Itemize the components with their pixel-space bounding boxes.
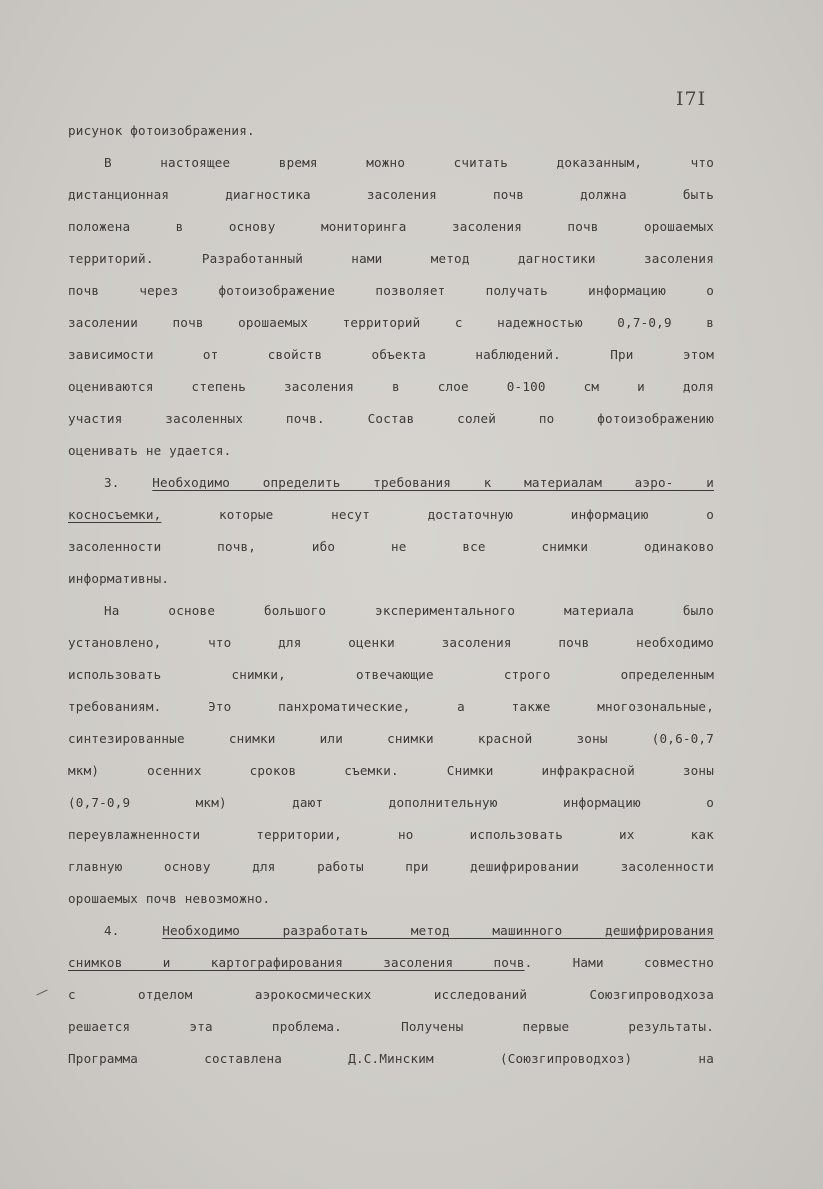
- page-number: I7I: [676, 88, 707, 110]
- text-line: орошаемых почв невозможно.: [68, 891, 271, 906]
- text-line: косносъемки, которые несут достаточную информацию о: [68, 507, 714, 522]
- text-line: решается эта проблема. Получены первые результаты.: [68, 1019, 714, 1034]
- text-line: требованиям. Это панхроматические, а также многозональные,: [68, 699, 714, 714]
- text-line: зависимости от свойств объекта наблюдений. При этом: [68, 347, 714, 362]
- underlined-word: косносъемки,: [68, 507, 162, 522]
- text-line: почв через фотоизображение позволяет получать информацию о: [68, 283, 714, 298]
- text-line: (0,7-0,9 мкм) дают дополнительную информацию о: [68, 795, 714, 810]
- text-line: использовать снимки, отвечающие строго определенным: [68, 667, 714, 682]
- text-line: положена в основу мониторинга засоления почв орошаемых: [68, 219, 714, 234]
- text-line: участия засоленных почв. Состав солей по фотоизображению: [68, 411, 714, 426]
- text-line: главную основу для работы при дешифрировании засоленности: [68, 859, 714, 874]
- item-4-heading: [104, 920, 714, 942]
- text-line: дистанционная диагностика засоления почв должна быть: [68, 187, 714, 202]
- text-line: снимков и картографирования засоления почв. Нами совместно: [68, 955, 714, 970]
- text-line: В настоящее время можно считать доказанным, что: [104, 155, 714, 170]
- item-3-heading: [104, 472, 714, 494]
- text-line: засоленности почв, ибо не все снимки одинаково: [68, 539, 714, 554]
- text-line: мкм) осенних сроков съемки. Снимки инфракрасной зоны: [68, 763, 714, 778]
- text-line: На основе большого экспериментального материала было: [104, 603, 714, 618]
- margin-pencil-mark: [36, 990, 47, 996]
- text-line: установлено, что для оценки засоления почв необходимо: [68, 635, 714, 650]
- text-line: информативны.: [68, 571, 170, 586]
- text-line: оцениваются степень засоления в слое 0-100 см и доля: [68, 379, 714, 394]
- text-line: рисунок фотоизображения.: [68, 123, 255, 138]
- underlined-phrase: снимков и картографирования засоления почв: [68, 955, 525, 970]
- text-line: с отделом аэрокосмических исследований Союзгипроводхоза: [68, 987, 714, 1002]
- text-line: переувлажненности территории, но использовать их как: [68, 827, 714, 842]
- item-number: 4.: [104, 923, 120, 938]
- item-number: 3.: [104, 475, 120, 490]
- item-4-underlined: Необходимо разработать метод машинного дешифрирования: [162, 923, 714, 938]
- item-3-underlined: Необходимо определить требования к материалам аэро- и: [152, 475, 714, 490]
- text-line: оценивать не удается.: [68, 443, 232, 458]
- text-line: засолении почв орошаемых территорий с надежностью 0,7-0,9 в: [68, 315, 714, 330]
- text-line: Программа составлена Д.С.Минским (Союзгипроводхоз) на: [68, 1051, 714, 1066]
- text-line: синтезированные снимки или снимки красной зоны (0,6-0,7: [68, 731, 714, 746]
- text-line: территорий. Разработанный нами метод дагностики засоления: [68, 251, 714, 266]
